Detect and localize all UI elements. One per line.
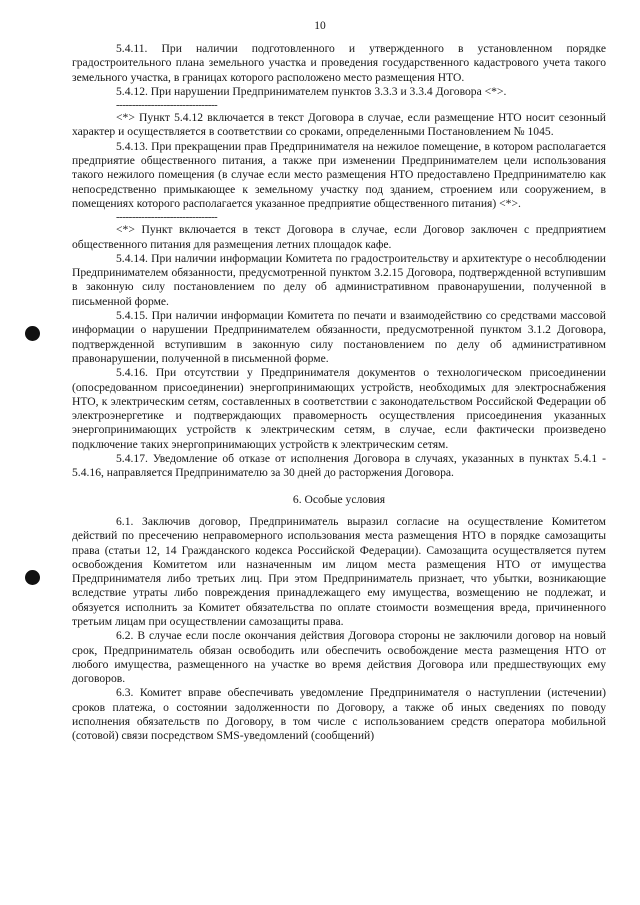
clause-5-4-12: 5.4.12. При нарушении Предпринимателем пунктов 3.3.3 и 3.3.4 Договора <*>. xyxy=(116,84,507,98)
footnote-divider: -------------------------------- xyxy=(116,211,218,224)
clause-5-4-13: 5.4.13. При прекращении прав Предпринимателя на нежилое помещение, в котором располагается предприятие общественного питания, а также при изменении Предпринимателем цели использования такого нежилого помещения (в случае если место размещения НТО предоставлено Предпринимателю как непосредственно примыкающее к земельному участку под зданием, строением или сооружением, в помещениях которого располагается указанное предприятие общественного питания) <*>. xyxy=(72,139,606,210)
punch-hole-icon xyxy=(25,326,40,341)
footnote-divider: -------------------------------- xyxy=(116,99,218,112)
section-heading: 6. Особые условия xyxy=(292,492,386,506)
clause-6-3: 6.3. Комитет вправе обеспечивать уведомление Предпринимателя о наступлении (истечении) сроков платежа, о состоянии задолженности по Договору, а также об иных сведениях по поводу исполнения обязательств по Договору, в том числе с использованием средств оператора мобильной (сотовой) связи посредством SMS-уведомлений (сообщений) xyxy=(72,686,606,743)
clause-6-1: 6.1. Заключив договор, Предприниматель выразил согласие на осуществление Комитетом действий по пресечению неправомерного использования места размещения НТО в порядке самозащиты права (статьи 12, 14 Гражданского кодекса Российской Федерации). Самозащита осуществляется путем освобождения Комитетом или назначенным им лицом места размещения НТО от имущества Предпринимателя либо третьих лиц. При этом Предприниматель признает, что убытки, возникающие вследствие утраты либо повреждения принадлежащего ему имущества, возмещению не подлежат, и обязуется исполнить за Комитет обязательства по оплате стоимости возмещения вреда, причиненного третьим лицам при осуществлении самозащиты права. xyxy=(72,514,606,628)
clause-5-4-17: 5.4.17. Уведомление об отказе от исполнения Договора в случаях, указанных в пунктах 5.4.1 - 5.4.16, направляется Предпринимателю за 30 дней до расторжения Договора. xyxy=(72,452,606,480)
punch-hole-icon xyxy=(25,570,40,585)
clause-5-4-14: 5.4.14. При наличии информации Комитета по градостроительству и архитектуре о несоблюдении Предпринимателем обязанности, предусмотренной пунктом 3.2.15 Договора, подтвержденной вступившим в законную силу постановлением по делу об административном правонарушении, полученной в письменной форме. xyxy=(72,251,606,308)
document-body xyxy=(72,42,606,744)
footnote-5-4-12: <*> Пункт 5.4.12 включается в текст Договора в случае, если размещение НТО носит сезонный характер и осуществляется в соответствии со сроками, определенными Постановлением № 1045. xyxy=(72,111,606,139)
clause-5-4-11: 5.4.11. При наличии подготовленного и утвержденного в установленном порядке градостроительного плана земельного участка и проведения государственного кадастрового учета такого земельного участка, в границах которого расположено место размещения НТО. xyxy=(72,42,606,84)
page-number: 10 xyxy=(314,20,326,32)
clause-5-4-16: 5.4.16. При отсутствии у Предпринимателя документов о технологическом присоединении (опосредованном присоединении) энергопринимающих устройств, необходимых для электроснабжения НТО, к электрическим сетям, составленных в соответствии с законодательством Российской Федерации об электроэнергетике и подтверждающих правомерность осуществления присоединения указанных энергопринимающих устройств к электрическим сетям, в случае, если фактически произведено подключение таких энергопринимающих устройств к электрическим сетям. xyxy=(72,366,606,451)
clause-5-4-15: 5.4.15. При наличии информации Комитета по печати и взаимодействию со средствами массовой информации о нарушении Предпринимателем обязанности, предусмотренной пунктом 3.1.2 Договора, подтвержденной вступившим в законную силу постановлением по делу об административном правонарушении, полученной в письменной форме. xyxy=(72,309,606,365)
footnote-5-4-13: <*> Пункт включается в текст Договора в случае, если Договор заключен с предприятием общественного питания для размещения летних площадок кафе. xyxy=(72,223,606,251)
clause-6-2: 6.2. В случае если после окончания действия Договора стороны не заключили договор на новый срок, Предприниматель обязан освободить или обеспечить освобождение места размещения НТО от любого имущества, размещенного на участке во время действия Договора или предшествующих ему договоров. xyxy=(72,629,606,686)
